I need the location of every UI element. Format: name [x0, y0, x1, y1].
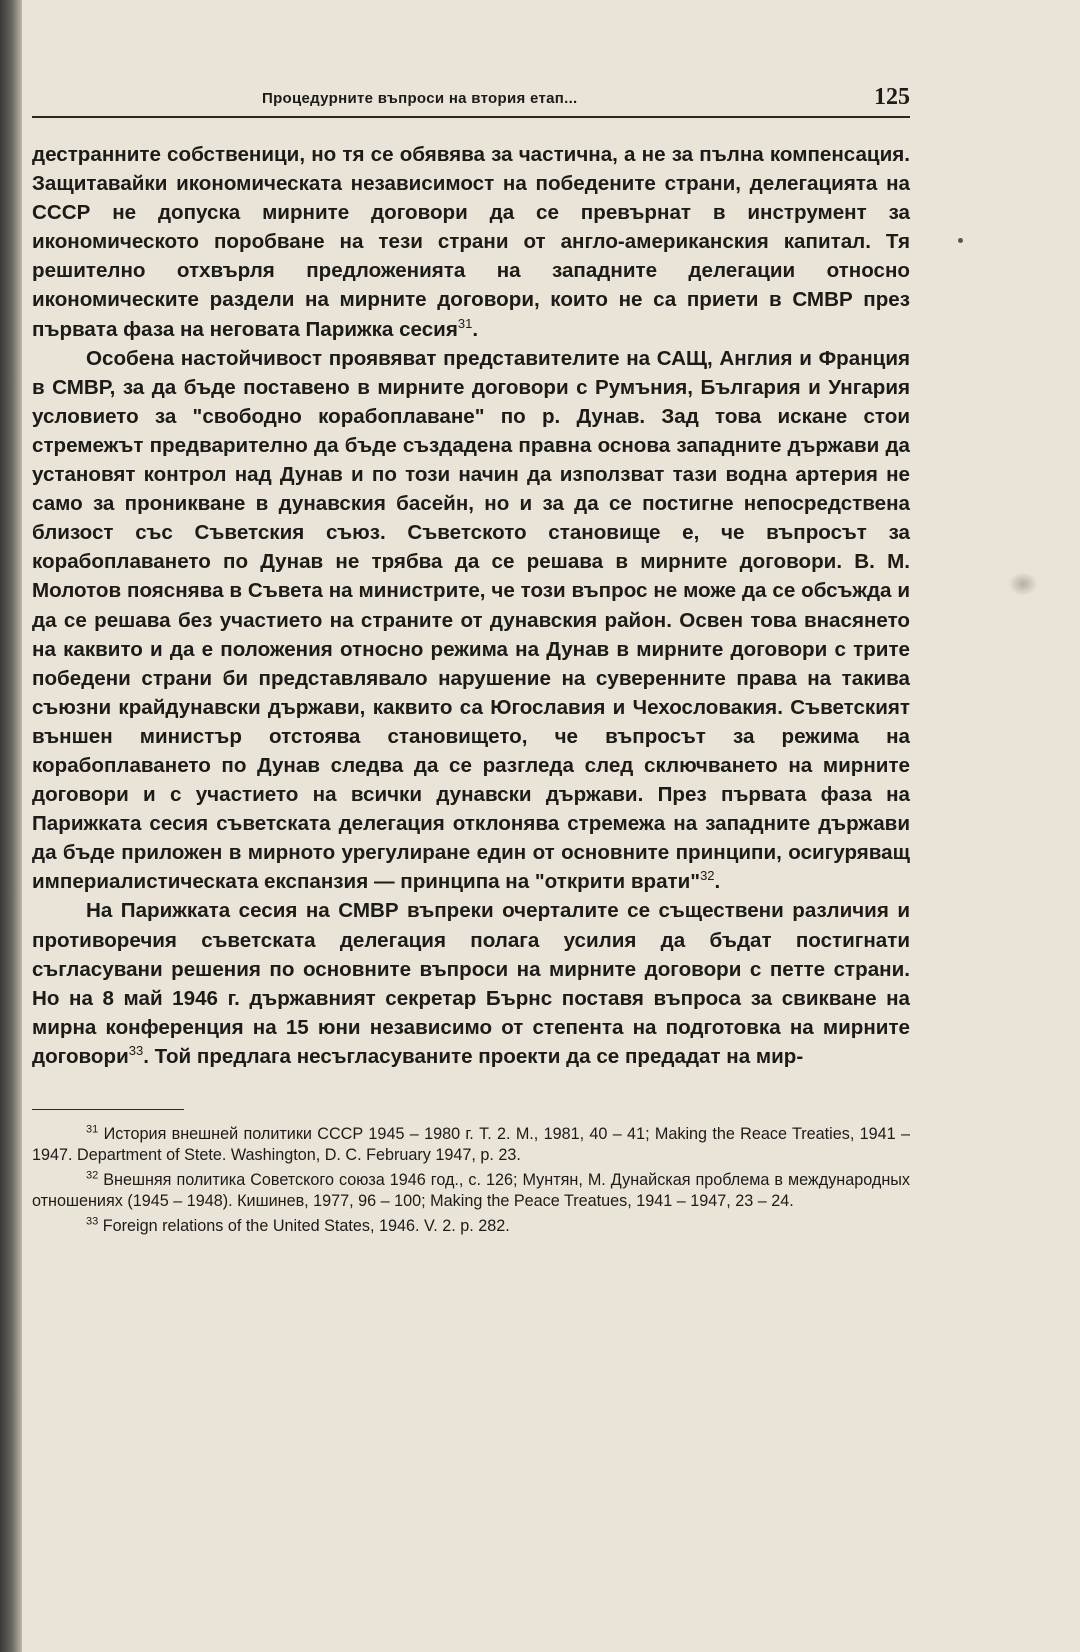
running-head	[32, 80, 910, 116]
paper-smudge	[1008, 572, 1038, 596]
header-rule	[32, 116, 910, 118]
paragraph-2	[32, 344, 910, 897]
paragraph-1-end: .	[472, 317, 479, 341]
paragraph-2-text: Особена настойчивост проявяват представителите на САЩ, Англия и Франция в СМВР, за да бъде поставено в мирните договори с Румъния, България и Унгария условието за "свободно корабоплаване" по р. Дунав. Зад това искане стои стремежът предварително да бъде създадена правна основа западните държави да установят контрол над Дунав и по този начин да използват тази водна артерия не само за проникване в дунавския басейн, но и за да се постигне непосредствена близост със Съветския съюз. Съветското становище е, че въпросът за корабоплаването по Дунав не трябва да се решава в мирните договори. В. М. Молотов пояснява в Съвета на министрите, че този въпрос не може да се обсъжда и да се решава без участието на страните от дунавския район. Освен това внасянето на каквито и да е положения относно режима на Дунав в мирните договори с трите победени страни би представлявало нарушение на суверенните права на такива съюзни крайдунавски държави, каквито са Югославия и Чехословакия. Съветският външен министър отстоява становището, че въпросът за режима на корабоплаването по Дунав следва да се разгледа след сключването на мирните договори и с участието на всички дунавски държави. През първата фаза на Парижката сесия съветската делегация отклонява стремежа на западните държави да бъде приложен в мирното урегулиране един от основните принципи, осигуряващ империалистическата експанзия — принципа на "открити врати"	[32, 346, 910, 894]
footnote-31	[32, 1124, 910, 1166]
footnote-ref-33: 33	[128, 1043, 144, 1059]
footnote-31-text: История внешней политики СССР 1945 – 1980 г. Т. 2. М., 1981, 40 – 41; Making the Reace Treaties, 1941 – 1947. Department of Stete. Washington, D. C. February 1947, p. 23.	[32, 1125, 910, 1164]
paragraph-2-end: .	[714, 870, 721, 894]
footnote-31-number: 31	[86, 1123, 99, 1136]
footnote-ref-32: 32	[700, 868, 715, 884]
footnote-32-number: 32	[86, 1169, 99, 1182]
footnote-rule	[32, 1109, 184, 1110]
paragraph-3	[32, 896, 910, 1071]
footnote-32-text: Внешняя политика Советского союза 1946 год., с. 126; Мунтян, М. Дунайская проблема в международных отношениях (1945 – 1948). Кишинев, 1977, 96 – 100; Making the Peace Treatues, 1941 – 1947, 23 – 24.	[32, 1171, 910, 1210]
print-speck	[958, 238, 963, 243]
page-number: 125	[874, 84, 910, 110]
footnote-33-number: 33	[86, 1215, 99, 1228]
running-title: Процедурните въпроси на втория етап...	[262, 90, 578, 107]
paragraph-1-text: дестранните собственици, но тя се обявява за частична, а не за пълна компенсация. Защитавайки икономическата независимост на победените страни, делегацията на СССР не допуска мирните договори да се превърнат в инструмент за икономическото поробване на тези страни от англо-американския капитал. Тя решително отхвърля предложенията на западните делегации относно икономическите раздели на мирните договори, които не са приети в СМВР през първата фаза на неговата Парижка сесия	[32, 143, 910, 341]
footnotes	[32, 1124, 910, 1237]
footnote-ref-31: 31	[457, 315, 473, 331]
body-text	[32, 140, 910, 1071]
paragraph-1	[32, 140, 910, 344]
footnote-33-text: Foreign relations of the United States, 1946. V. 2. p. 282.	[102, 1217, 510, 1235]
book-page	[32, 80, 910, 1237]
paragraph-3-text: На Парижката сесия на СМВР въпреки очерталите се съществени различия и противоречия съветската делегация полага усилия да бъдат постигнати съгласувани решения по основните въпроси на мирните договори с петте страни. Но на 8 май 1946 г. държавният секретар Бърнс поставя въпроса за свикване на мирна конференция на 15 юни независимо от степента на подготовка на мирните договори	[32, 899, 910, 1068]
footnote-32	[32, 1170, 910, 1212]
footnote-33	[32, 1216, 910, 1237]
paragraph-3-end: . Той предлага несъгласуваните проекти да се предадат на мир-	[143, 1044, 804, 1068]
book-binding-edge	[0, 0, 22, 1652]
